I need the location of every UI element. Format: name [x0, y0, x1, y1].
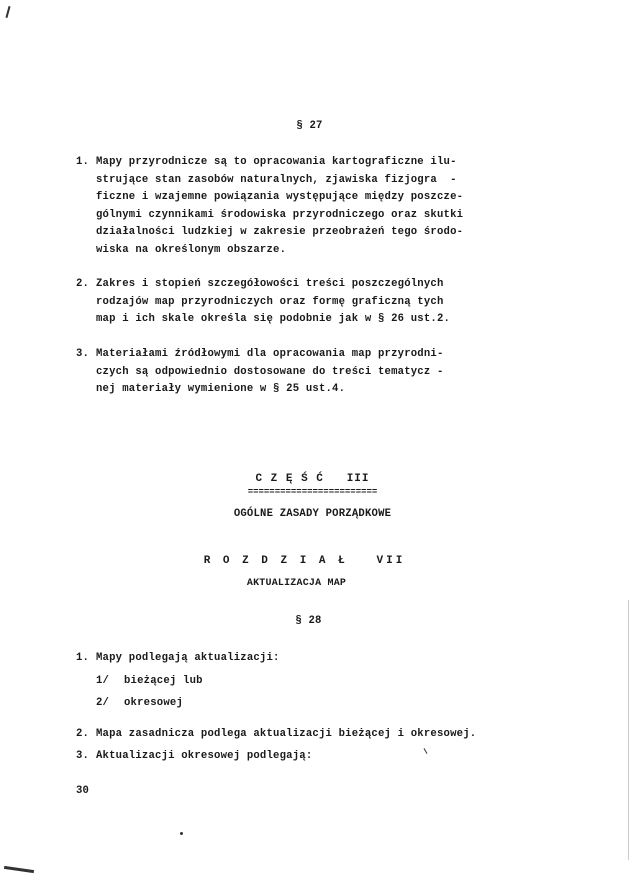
text-line: Mapy podlegają aktualizacji:	[96, 652, 280, 664]
text-line: rodzajów map przyrodniczych oraz formę graficzną tych	[96, 296, 444, 308]
text-line: Aktualizacji okresowej podlegają:	[96, 750, 313, 762]
text-line: Mapy przyrodnicze są to opracowania kartograficzne ilu-	[96, 156, 457, 168]
subitem-text: okresowej	[124, 697, 184, 709]
scan-mark	[180, 832, 183, 835]
scan-mark	[628, 600, 629, 860]
chapter-title: R O Z D Z I A Ł VII	[203, 555, 406, 567]
text-line: gólnymi czynnikami środowiska przyrodniczego oraz skutki	[96, 209, 464, 221]
text-line: Zakres i stopień szczegółowości treści poszczególnych	[96, 278, 444, 290]
subitem-number: 2/	[96, 697, 110, 709]
text-line: wiska na określonym obszarze.	[96, 244, 287, 256]
section-28-heading: § 28	[295, 615, 322, 627]
part-title-underline: ========================	[247, 487, 378, 497]
text-line: Materiałami źródłowymi dla opracowania map przyrodni-	[96, 348, 444, 360]
part-title: C Z Ę Ś Ć III	[255, 473, 370, 485]
text-line: nej materiały wymienione w § 25 ust.4.	[96, 383, 346, 395]
scan-mark	[5, 6, 10, 18]
subitem-number: 1/	[96, 675, 110, 687]
text-line: czych są odpowiednio dostosowane do treści tematycz -	[96, 366, 444, 378]
text-line: map i ich skale określa się podobnie jak w § 26 ust.2.	[96, 313, 451, 325]
scan-mark	[424, 748, 428, 754]
section-27-heading: § 27	[296, 120, 323, 132]
page-number: 30	[76, 785, 90, 797]
subitem-text: bieżącej lub	[124, 675, 203, 687]
chapter-subtitle: AKTUALIZACJA MAP	[246, 578, 347, 589]
item-number: 3.	[76, 750, 90, 762]
item-number: 1.	[76, 156, 90, 168]
text-line: działalności ludzkiej w zakresie przeobrażeń tego środo-	[96, 226, 464, 238]
text-line: Mapa zasadnicza podlega aktualizacji bieżącej i okresowej.	[96, 728, 477, 740]
item-number: 2.	[76, 278, 90, 290]
part-subtitle: OGÓLNE ZASADY PORZĄDKOWE	[233, 508, 392, 520]
item-number: 3.	[76, 348, 90, 360]
item-number: 2.	[76, 728, 90, 740]
item-number: 1.	[76, 652, 90, 664]
text-line: ficzne i wzajemne powiązania występujące między poszcze-	[96, 191, 464, 203]
scan-mark	[4, 866, 34, 873]
text-line: strujące stan zasobów naturalnych, zjawiska fizjogra -	[96, 174, 457, 186]
